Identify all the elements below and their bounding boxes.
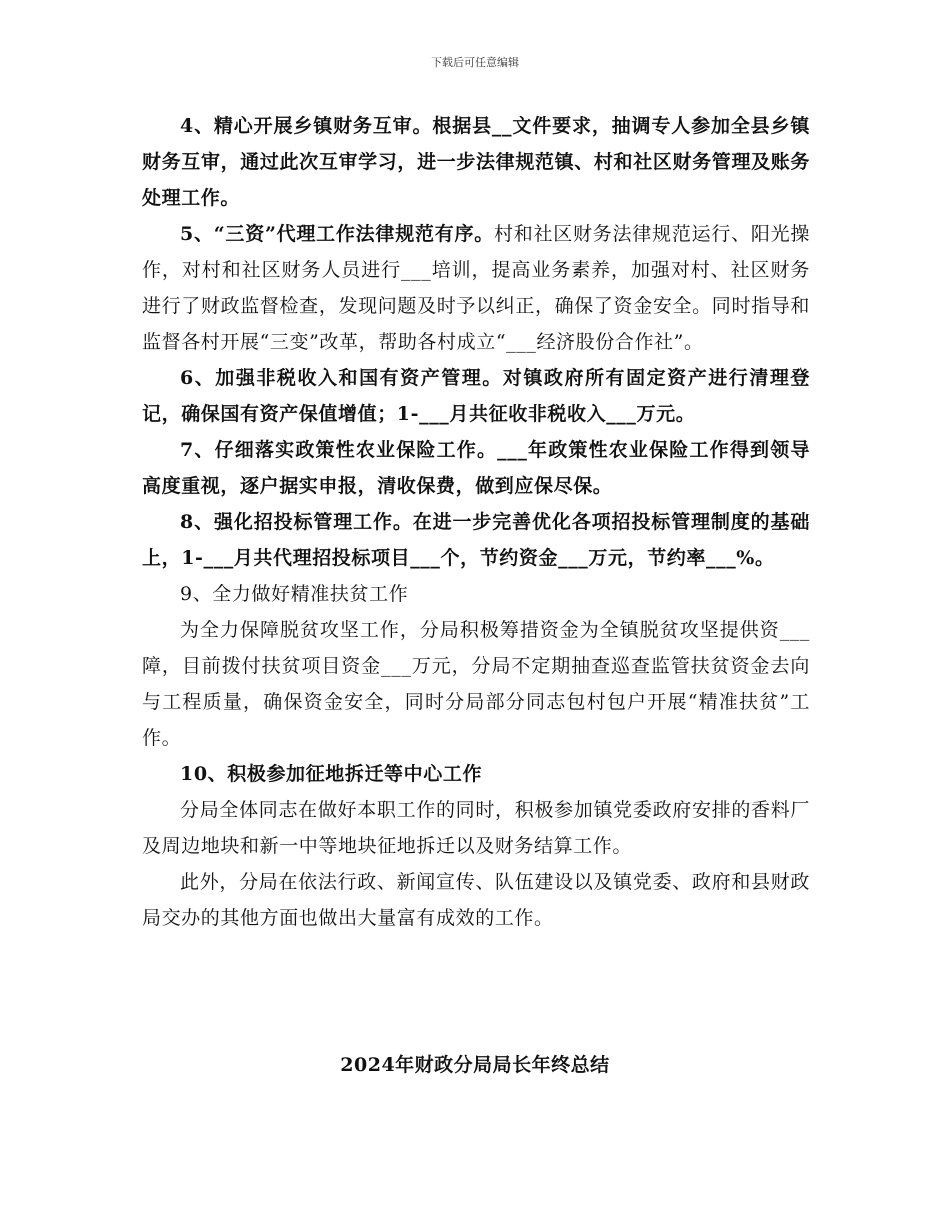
paragraph-9-heading: 9、全力做好精准扶贫工作 <box>180 583 409 605</box>
document-body <box>142 108 810 936</box>
paragraph-10-heading: 10、积极参加征地拆迁等中心工作 <box>180 763 483 785</box>
paragraph-5: 5、“三资”代理工作法律规范有序。村和社区财务法律规范运行、阳光操作，对村和社区财务人员进行___培训，提高业务素养，加强对村、社区财务进行了财政监督检查，发现问题及时予以纠正，确保了资金安全。同时指导和监督各村开展“三变”改革，帮助各村成立“___经济股份合作社”。 <box>142 223 810 353</box>
paragraph-closing: 此外，分局在依法行政、新闻宣传、队伍建设以及镇党委、政府和县财政局交办的其他方面也做出大量富有成效的工作。 <box>142 871 810 929</box>
document-title: 2024年财政分局局长年终总结 <box>340 1054 610 1076</box>
paragraph-4: 4、精心开展乡镇财务互审。根据县__文件要求，抽调专人参加全县乡镇财务互审，通过此次互审学习，进一步法律规范镇、村和社区财务管理及账务处理工作。 <box>142 115 810 209</box>
paragraph-9-body: 为全力保障脱贫攻坚工作，分局积极筹措资金为全镇脱贫攻坚提供资___障，目前拨付扶贫项目资金___万元，分局不定期抽查巡查监管扶贫资金去向与工程质量，确保资金安全，同时分局部分同志包村包户开展“精准扶贫”工作。 <box>142 619 810 749</box>
page-header: 下载后可任意编辑 <box>431 56 519 69</box>
paragraph-10-body: 分局全体同志在做好本职工作的同时，积极参加镇党委政府安排的香料厂及周边地块和新一中等地块征地拆迁以及财务结算工作。 <box>142 799 810 857</box>
paragraph-7: 7、仔细落实政策性农业保险工作。___年政策性农业保险工作得到领导高度重视，逐户据实申报，清收保费，做到应保尽保。 <box>142 439 810 497</box>
paragraph-6: 6、加强非税收入和国有资产管理。对镇政府所有固定资产进行清理登记，确保国有资产保值增值；1-___月共征收非税收入___万元。 <box>142 367 810 425</box>
paragraph-8: 8、强化招投标管理工作。在进一步完善优化各项招投标管理制度的基础上，1-___月共代理招投标项目___个，节约资金___万元，节约率___%。 <box>142 511 810 569</box>
